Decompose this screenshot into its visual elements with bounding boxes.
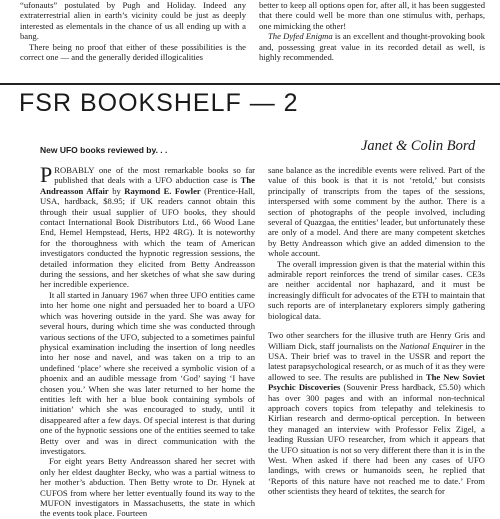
- review-right-column: [268, 165, 485, 497]
- previous-article-right-column: [259, 0, 485, 62]
- paragraph: For eight years Betty Andreasson shared her secret with only her eldest daughter Becky, who was a partial witness to her mother’s abduction. Then Betty wrote to Dr. Hynek at CUFOS from where her letter eventually found its way to the MUFON investigators in Massachusetts, the state in which the events took place. Fourteen: [40, 456, 255, 519]
- paragraph: [268, 330, 485, 497]
- publication-name: National Enquirer: [399, 340, 463, 351]
- paragraph: “ufonauts” postulated by Pugh and Holiday. Indeed any extraterrestrial alien in earth’s vicinity could be just as deeply interested as elementals in the chance of us all ending up with a bang.: [20, 0, 246, 42]
- text: Two other searchers for the illusive truth are Henry Gris and William Dick, staff journalists on the: [268, 330, 485, 351]
- paragraph-gap: [268, 321, 485, 330]
- paragraph: [259, 31, 485, 62]
- book-title: The New Soviet Psychic Discoveries: [268, 371, 485, 393]
- paragraph: sane balance as the incredible events were relived. Part of the value of this book is that it is not ‘retold,’ but consists principally of transcripts from the tapes of the sessions, interspersed with some comment by the author. There is a section of photographs of the people involved, including several of Quazgaa, the entities’ leader, but unfortunately these are only of a model. And there are many competent sketches by Betty Andreasson which give an added dimension to the whole account.: [268, 165, 485, 259]
- book-title: The Dyfed Enigma: [268, 31, 333, 42]
- section-divider: [0, 83, 500, 85]
- previous-article-left-column: [20, 0, 246, 62]
- book-title: The Andreasson Affair: [40, 175, 255, 196]
- text: is an excellent and thought-provoking book and, possessing great value in its recorded detail as well, is highly recommended.: [259, 31, 485, 63]
- section-heading: FSR BOOKSHELF — 2: [19, 89, 299, 117]
- text: by: [108, 185, 125, 196]
- text: (Souvenir Press hardback, £5.50) which has over 300 pages and with an informal non-technical approach covers topics from telepathy and telekinesis to Kirlian research and dermo-optical perception. In between they managed an interview with Professor Felix Zigel, a leading Russian UFO researcher, from which it appears that the UFO situation is not so very different there than it is in the West. When asked if there had been any cases of UFO landings, with crews or humanoids seen, he replied that ‘Reports of this nature have not reached me to date.’ From other scientists they heard of tektites, the search for: [268, 382, 485, 497]
- paragraph: There being no proof that either of these possibilities is the correct one — and the generally derided illogicalities: [20, 41, 246, 63]
- text: (Prentice-Hall, USA, hardback, $8.95; if UK readers cannot obtain this through their usual supplier of UFO books, they should contact International Book Distributors Ltd., 66 Wood Lane End, Hemel Hempstead, Herts, HP2 4RG). It is noteworthy for the thoroughness with which the team of American investigators conducted the hypnotic regression sessions, the detailed information they elicited from Betty Andreasson during the sessions, and her sketches of what she saw during her incredible experience.: [40, 185, 256, 290]
- paragraph: better to keep all options open for, after all, it has been suggested that there could well be more than one stimulus with, perhaps, one mimicking the other!: [259, 0, 485, 31]
- paragraph: [40, 162, 256, 290]
- drop-cap: P: [40, 162, 53, 187]
- byline-authors: Janet & Colin Bord: [361, 138, 476, 154]
- review-left-column: [40, 162, 256, 519]
- paragraph: The overall impression given is that the material within this admirable report reinforces the trend of similar cases. CE3s are neither accidental nor haphazard, and it must be increasingly difficult for advocates of the ETH to maintain that such reports are of interplanetary explorers simply gathering biological data.: [268, 258, 485, 321]
- text: in the USA. Their brief was to travel in the USSR and report the latest parapsychological research, or as much of it as they were allowed to see. The results are published in: [268, 340, 486, 382]
- paragraph: It all started in January 1967 when three UFO entities came into her home one night and persuaded her to board a UFO which was hovering outside in the yard. She was away for several hours, during which time she was conducted through various sections of the UFO, subjected to a sometimes painful physical examination including the insertion of long needles into her nose and navel, and was taken on a trip to an undefined ‘place’ where she received a symbolic vision of a phoenix and an audible message from ‘God’ saying ‘I have chosen you.’ When she was later returned to her home the entities left with her a blue book containing symbols of initiation’ which she was encouraged to study, until it disappeared after a few days. Of special interest is that during one of the hypnotic sessions one of the entities seemed to take Betty over and was in direct communication with the investigators.: [40, 289, 255, 456]
- byline-intro: New UFO books reviewed by. . .: [40, 145, 168, 155]
- text: ROBABLY one of the most remarkable books so far published that deals with a UFO abduction case is: [54, 165, 255, 186]
- author-name: Raymond E. Fowler: [124, 185, 201, 196]
